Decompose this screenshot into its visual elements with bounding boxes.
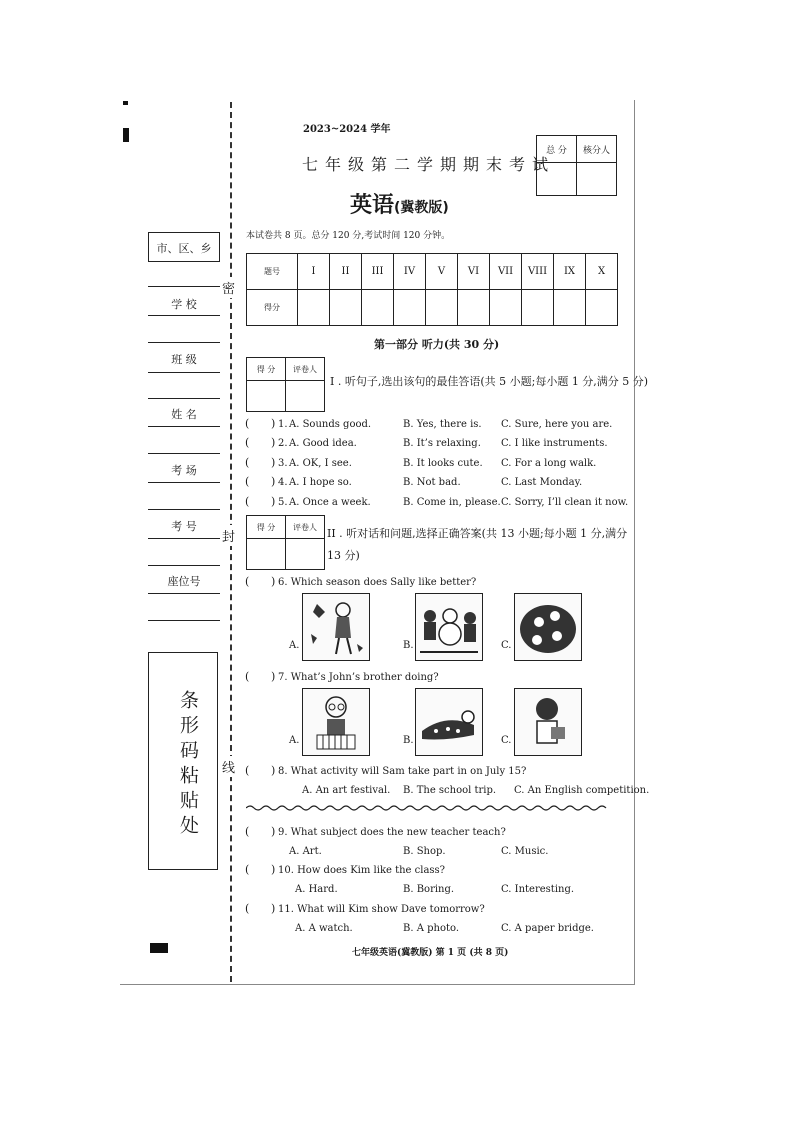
- option-b: B. It’s relaxing.: [403, 438, 481, 449]
- reviewer-cell: [286, 539, 325, 570]
- score-label: 得 分: [247, 358, 286, 381]
- score-cell: [522, 290, 554, 326]
- option-c: C. An English competition.: [514, 785, 650, 796]
- question-11: 11. What will Kim show Dave tomorrow?: [278, 904, 485, 915]
- option-b: B. The school trip.: [403, 785, 497, 796]
- score-cell: [247, 381, 286, 412]
- option-a: A. A watch.: [295, 923, 353, 934]
- wavy-divider: [246, 803, 608, 813]
- section2-title: II . 听对话和问题,选择正确答案(共 13 小题;每小题 1 分,满分: [327, 527, 628, 540]
- option-c: C. Last Monday.: [501, 477, 583, 488]
- answer-paren-close: ): [271, 475, 276, 488]
- scan-mark: [123, 128, 129, 142]
- page-footer: 七年级英语(冀教版) 第 1 页 (共 8 页): [352, 948, 509, 958]
- answer-paren-open: (: [245, 495, 250, 508]
- question-number: 4.: [278, 477, 288, 488]
- option-b: B. Not bad.: [403, 477, 461, 488]
- info-label-name: 姓 名: [171, 408, 197, 421]
- option-c: C. I like instruments.: [501, 438, 608, 449]
- answer-paren-close: ): [271, 456, 276, 469]
- question-number: 1.: [278, 419, 288, 430]
- question-number: 5.: [278, 497, 288, 508]
- score-cell: [247, 539, 286, 570]
- answer-paren-close: ): [271, 575, 276, 588]
- option-c: C. A paper bridge.: [501, 923, 594, 934]
- seal-char-feng: 封: [222, 525, 235, 546]
- info-label-seat: 座位号: [167, 575, 201, 588]
- score-cell: [394, 290, 426, 326]
- score-cell: [490, 290, 522, 326]
- answer-paren-close: ): [271, 670, 276, 683]
- answer-paren-close: ): [271, 825, 276, 838]
- info-line: [148, 453, 220, 454]
- option-b: B. Shop.: [403, 846, 446, 857]
- seal-char-xian: 线: [222, 756, 235, 777]
- question-9: 9. What subject does the new teacher teach?: [278, 827, 506, 838]
- question-10: 10. How does Kim like the class?: [278, 865, 446, 876]
- info-line: [148, 509, 220, 510]
- info-label-exam-number: 考 号: [171, 520, 197, 533]
- option-a: A. Hard.: [295, 884, 338, 895]
- boy-piano-icon: [303, 689, 369, 755]
- option-b: B. A photo.: [403, 923, 460, 934]
- info-label-district: 市、区、乡: [156, 242, 212, 255]
- col-header: VIII: [522, 254, 554, 290]
- option-a: A. An art festival.: [302, 785, 391, 796]
- option-a: A. I hope so.: [289, 477, 352, 488]
- barcode-label: 条形码粘贴处: [177, 690, 199, 840]
- pic-label-c: C.: [501, 640, 512, 651]
- section2-score-box: [246, 515, 325, 570]
- option-c: C. Sure, here you are.: [501, 419, 613, 430]
- score-cell: [362, 290, 394, 326]
- checker-cell: [577, 163, 617, 196]
- exam-note: 本试卷共 8 页。总分 120 分,考试时间 120 分钟。: [246, 231, 451, 241]
- subject-title: [350, 188, 449, 219]
- part-title: 第一部分 听力(共 30 分): [374, 338, 500, 351]
- picture-sleeping: [415, 688, 483, 756]
- section2-title-cont: 13 分): [327, 549, 360, 562]
- option-c: C. For a long walk.: [501, 458, 597, 469]
- score-cell: [554, 290, 586, 326]
- pic-label-a: A.: [289, 640, 300, 651]
- row-label-score: 得分: [247, 290, 298, 326]
- option-a: A. Once a week.: [289, 497, 371, 508]
- scan-mark: [150, 943, 168, 953]
- answer-paren-close: ): [271, 495, 276, 508]
- checker-label: 核分人: [577, 136, 617, 163]
- sleeping-boy-icon: [416, 689, 482, 755]
- picture-piano: [302, 688, 370, 756]
- total-score-box: [536, 135, 617, 196]
- col-header: III: [362, 254, 394, 290]
- score-cell: [458, 290, 490, 326]
- question-number: 3.: [278, 458, 288, 469]
- answer-paren-close: ): [271, 417, 276, 430]
- col-header: VII: [490, 254, 522, 290]
- edition: (冀教版): [394, 200, 449, 216]
- answer-paren-open: (: [245, 825, 250, 838]
- option-c: C. Music.: [501, 846, 549, 857]
- info-line: [148, 372, 220, 373]
- option-b: B. Come in, please.: [403, 497, 501, 508]
- answer-paren-open: (: [245, 436, 250, 449]
- option-c: C. Interesting.: [501, 884, 575, 895]
- info-label-class: 班 级: [171, 353, 197, 366]
- answer-paren-close: ): [271, 436, 276, 449]
- option-a: A. Good idea.: [289, 438, 357, 449]
- section1-score-box: [246, 357, 325, 412]
- snowman-kids-icon: [416, 594, 482, 660]
- question-7: 7. What’s John’s brother doing?: [278, 672, 439, 683]
- info-label-exam-room: 考 场: [171, 464, 197, 477]
- total-score-cell: [537, 163, 577, 196]
- score-cell: [330, 290, 362, 326]
- info-line: [148, 593, 220, 594]
- total-score-label: 总 分: [537, 136, 577, 163]
- answer-paren-open: (: [245, 670, 250, 683]
- boy-reading-icon: [515, 689, 581, 755]
- answer-paren-open: (: [245, 863, 250, 876]
- info-line: [148, 482, 220, 483]
- col-header: II: [330, 254, 362, 290]
- col-header: V: [426, 254, 458, 290]
- info-line: [148, 342, 220, 343]
- info-label-school: 学 校: [171, 298, 197, 311]
- reviewer-label: 评卷人: [286, 358, 325, 381]
- info-line: [148, 286, 220, 287]
- answer-paren-open: (: [245, 456, 250, 469]
- answer-paren-open: (: [245, 764, 250, 777]
- row-label-question: 题号: [247, 254, 298, 290]
- option-b: B. Yes, there is.: [403, 419, 482, 430]
- answer-paren-close: ): [271, 863, 276, 876]
- answer-paren-close: ): [271, 902, 276, 915]
- scan-mark: [123, 101, 128, 105]
- option-b: B. It looks cute.: [403, 458, 483, 469]
- exam-title: 七年级第二学期期末考试: [302, 155, 556, 174]
- answer-paren-open: (: [245, 475, 250, 488]
- col-header: VI: [458, 254, 490, 290]
- subject-name: 英语: [350, 193, 395, 218]
- seal-char-mi: 密: [222, 277, 235, 298]
- info-line: [148, 538, 220, 539]
- score-label: 得 分: [247, 516, 286, 539]
- question-6: 6. Which season does Sally like better?: [278, 577, 477, 588]
- option-a: A. Art.: [289, 846, 322, 857]
- col-header: IV: [394, 254, 426, 290]
- info-line: [148, 620, 220, 621]
- score-cell: [298, 290, 330, 326]
- school-year: 2023~2024 学年: [303, 124, 391, 135]
- info-line: [148, 398, 220, 399]
- pic-label-a: A.: [289, 735, 300, 746]
- answer-paren-close: ): [271, 764, 276, 777]
- option-b: B. Boring.: [403, 884, 455, 895]
- pic-label-c: C.: [501, 735, 512, 746]
- score-cell: [426, 290, 458, 326]
- info-line: [148, 565, 220, 566]
- option-c: C. Sorry, I’ll clean it now.: [501, 497, 629, 508]
- pic-label-b: B.: [403, 640, 414, 651]
- picture-winter: [415, 593, 483, 661]
- col-header: I: [298, 254, 330, 290]
- option-a: A. Sounds good.: [289, 419, 372, 430]
- flowers-icon: [515, 594, 581, 660]
- reviewer-cell: [286, 381, 325, 412]
- question-number: 2.: [278, 438, 288, 449]
- question-score-table: [246, 253, 618, 326]
- info-line: [148, 426, 220, 427]
- score-cell: [586, 290, 618, 326]
- answer-paren-open: (: [245, 417, 250, 430]
- col-header: X: [586, 254, 618, 290]
- picture-autumn: [302, 593, 370, 661]
- info-line: [148, 315, 220, 316]
- pic-label-b: B.: [403, 735, 414, 746]
- option-a: A. OK, I see.: [289, 458, 352, 469]
- col-header: IX: [554, 254, 586, 290]
- picture-reading: [514, 688, 582, 756]
- answer-paren-open: (: [245, 902, 250, 915]
- picture-flowers: [514, 593, 582, 661]
- section1-title: I . 听句子,选出该句的最佳答语(共 5 小题;每小题 1 分,满分 5 分): [330, 375, 649, 388]
- question-8: 8. What activity will Sam take part in on July 15?: [278, 766, 527, 777]
- answer-paren-open: (: [245, 575, 250, 588]
- reviewer-label: 评卷人: [286, 516, 325, 539]
- autumn-girl-icon: [303, 594, 369, 660]
